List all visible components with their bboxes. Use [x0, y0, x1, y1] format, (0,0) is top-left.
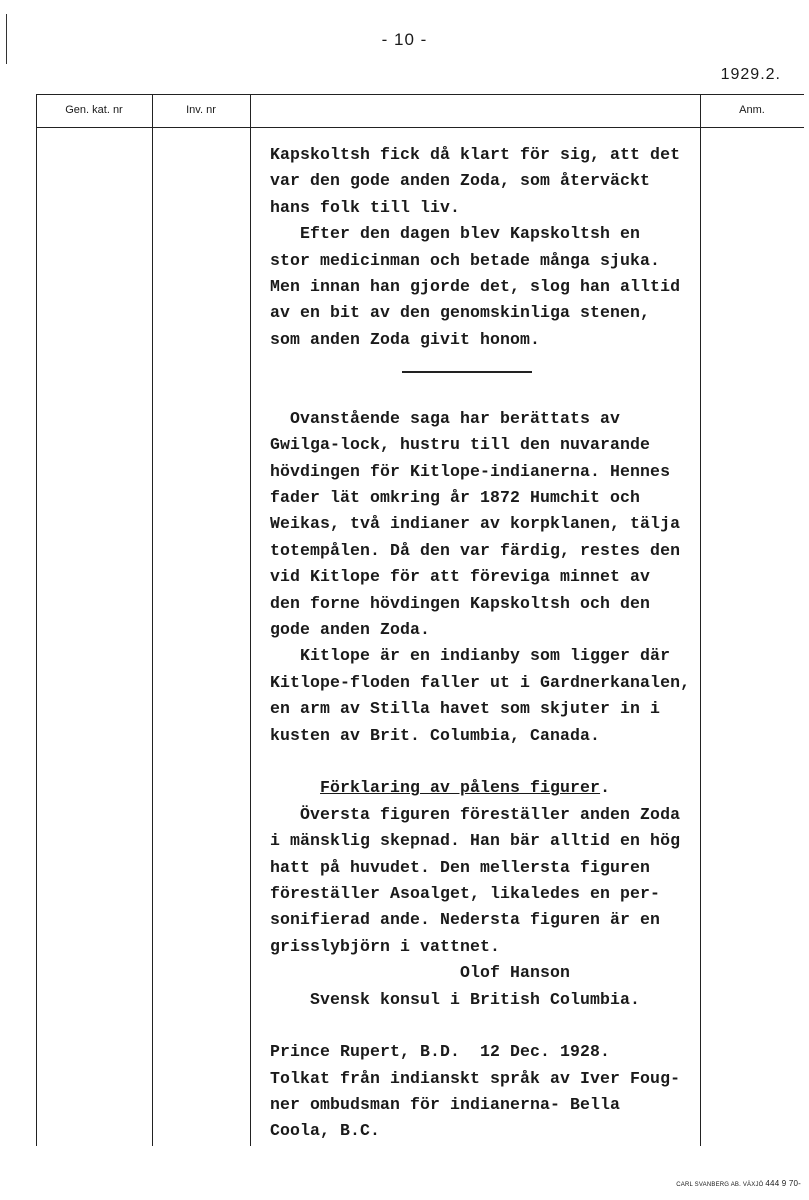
text-line: Men innan han gjorde det, slog han alltid	[270, 276, 681, 296]
table-left-border	[36, 94, 37, 1146]
text-line: en arm av Stilla havet som skjuter in i	[270, 699, 661, 719]
text-line	[270, 749, 710, 775]
column-header-inv-nr: Inv. nr	[186, 104, 216, 116]
text-line: Förklaring av pålens figurer.	[320, 778, 611, 798]
text-line: Kitlope-floden faller ut i Gardnerkanalen,	[270, 672, 691, 692]
column-header-gen-kat-nr: Gen. kat. nr	[65, 104, 123, 116]
text-line: grisslybjörn i vattnet.	[270, 936, 501, 956]
text-line: hatt på huvudet. Den mellersta figuren	[270, 857, 651, 877]
section-heading: Förklaring av pålens figurer	[320, 778, 601, 798]
text-line: Efter den dagen blev Kapskoltsh en	[270, 224, 641, 244]
text-line: Ovanstående saga har berättats av	[270, 408, 621, 428]
column-divider-gen-inv	[152, 94, 153, 1146]
text-line: Olof Hanson	[270, 963, 571, 983]
catalog-number: 1929.2.	[720, 66, 781, 83]
text-line: av en bit av den genomskinliga stenen,	[270, 303, 651, 323]
text-line: stor medicinman och betade många sjuka.	[270, 250, 661, 270]
text-line: föreställer Asoalget, likaledes en per-	[270, 883, 661, 903]
printer-mark	[676, 1179, 801, 1188]
text-line: Gwilga-lock, hustru till den nuvarande	[270, 435, 651, 455]
text-line: hans folk till liv.	[270, 197, 461, 217]
text-line: totempålen. Då den var färdig, restes den	[270, 540, 681, 560]
text-line: som anden Zoda givit honom.	[270, 329, 541, 349]
text-line: den forne hövdingen Kapskoltsh och den	[270, 593, 651, 613]
text-line: gode anden Zoda.	[270, 620, 431, 640]
text-line: ner ombudsman för indianerna- Bella	[270, 1095, 621, 1115]
column-header-text	[250, 96, 700, 126]
text-line: Prince Rupert, B.D. 12 Dec. 1928.	[270, 1042, 611, 1062]
text-line: var den gode anden Zoda, som återväckt	[270, 171, 651, 191]
text-line: vid Kitlope för att föreviga minnet av	[270, 567, 651, 587]
printer-name: CARL SVANBERG AB. VÄXJÖ	[676, 1182, 764, 1188]
text-line: Svensk konsul i British Columbia.	[270, 989, 641, 1009]
text-line: Översta figuren föreställer anden Zoda	[270, 804, 681, 824]
text-line: hövdingen för Kitlope-indianerna. Hennes	[270, 461, 671, 481]
text-line	[270, 380, 710, 406]
text-line: sonifierad ande. Nedersta figuren är en	[270, 910, 661, 930]
text-line: kusten av Brit. Columbia, Canada.	[270, 725, 601, 745]
text-line: Weikas, två indianer av korpklanen, tälja	[270, 514, 681, 534]
text-line	[270, 353, 710, 379]
column-header-anm: Anm.	[739, 104, 765, 116]
page-number: - 10 -	[381, 30, 428, 49]
text-line: i mänsklig skepnad. Han bär alltid en hög	[270, 831, 681, 851]
text-line: Kapskoltsh fick då klart för sig, att det	[270, 145, 681, 164]
text-line: fader lät omkring år 1872 Humchit och	[270, 488, 641, 508]
column-divider-inv-text	[250, 94, 251, 1146]
text-line: Coola, B.C.	[270, 1121, 381, 1141]
text-line: Kitlope är en indianby som ligger där	[270, 646, 671, 666]
form-number: 444 9 70-	[765, 1179, 801, 1188]
typewritten-text	[270, 142, 710, 1145]
text-line	[270, 1013, 710, 1039]
text-line: Tolkat från indianskt språk av Iver Foug-	[270, 1068, 681, 1088]
